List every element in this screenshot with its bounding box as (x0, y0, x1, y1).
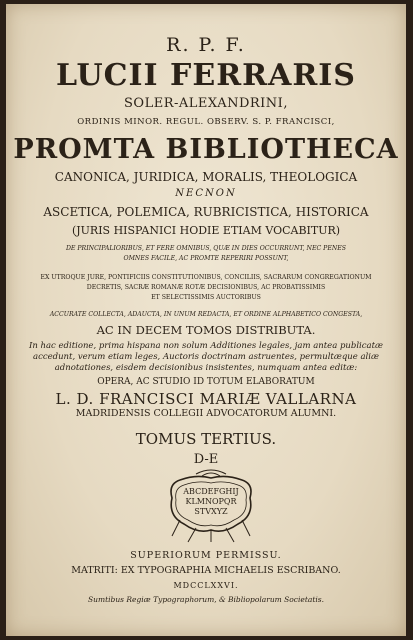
description-line-2: OMNES FACILE, AC PROMTE REPERIRI POSSUNT, (123, 255, 289, 262)
editor-title: MADRIDENSIS COLLEGII ADVOCATORUM ALUMNI. (75, 408, 337, 419)
sources-line-1: EX UTROQUE JURE, PONTIFICIIS CONSTITUTIONIBUS, CONCILIIS, SACRARUM CONGREGATIONUM (40, 274, 372, 281)
opera-line: OPERA, AC STUDIO ID TOTUM ELABORATUM (97, 377, 315, 387)
permission-line: SUPERIORUM PERMISSU. (130, 550, 282, 561)
author-order: ORDINIS MINOR. REGUL. OBSERV. S. P. FRANCISCI, (77, 117, 335, 127)
tomes-line: AC IN DECEM TOMOS DISTRIBUTA. (96, 323, 316, 337)
volume-letters: D-E (193, 452, 219, 467)
title-page (6, 4, 406, 636)
juris-note: (JURIS HISPANICI HODIE ETIAM VOCABITUR) (71, 224, 341, 237)
sources-line-3: ET SELECTISSIMIS AUCTORIBUS (151, 294, 261, 301)
edition-line-3: adnotationes, eisdem decisionibus insistentes, numquam antea editæ: (54, 363, 358, 373)
publication-year: MDCCLXXVI. (173, 581, 239, 590)
emblem-text-line-2: KLMNOPQR (185, 497, 237, 506)
necnon-word: NECNON (175, 188, 237, 199)
accurate-line: ACCURATE COLLECTA, ADAUCTA, IN UNUM REDACTA, ET ORDINE ALPHABETICO CONGESTA, (49, 311, 363, 318)
editor-name: L. D. FRANCISCI MARIÆ VALLARNA (55, 390, 357, 408)
emblem-text-line-1: ABCDEFGHIJ (183, 487, 239, 496)
author-initials: R. P. F. (166, 34, 246, 56)
subjects-line-2: ASCETICA, POLEMICA, RUBRICISTICA, HISTORICA (43, 205, 369, 219)
description-line-1: DE PRINCIPALIORIBUS, ET FERE OMNIBUS, QUÆ IN DIES OCCURRUNT, NEC PENES (65, 245, 347, 252)
work-title: PROMTA BIBLIOTHECA (13, 134, 399, 165)
author-name: LUCII FERRARIS (56, 58, 356, 93)
emblem-text-line-3: STVXYZ (194, 507, 228, 516)
printer-line: MATRITI: EX TYPOGRAPHIA MICHAELIS ESCRIBANO. (71, 565, 341, 576)
printer-emblem (166, 468, 256, 544)
subjects-line-1: CANONICA, JURIDICA, MORALIS, THEOLOGICA (54, 170, 358, 184)
sources-line-2: DECRETIS, SACRÆ ROMANÆ ROTÆ DECISIONIBUS, AC PROBATISSIMIS (86, 284, 326, 291)
author-origin: SOLER-ALEXANDRINI, (124, 96, 288, 111)
expense-line: Sumtibus Regiæ Typographorum, & Bibliopolarum Societatis. (88, 595, 324, 604)
edition-line-2: accedunt, verum etiam leges, Auctoris doctrinam astruentes, permultæque aliæ (33, 352, 379, 362)
edition-line-1: In hac editione, prima hispana non solum Additiones legales, jam antea publicatæ (28, 341, 384, 351)
volume-label: TOMUS TERTIUS. (135, 430, 277, 448)
